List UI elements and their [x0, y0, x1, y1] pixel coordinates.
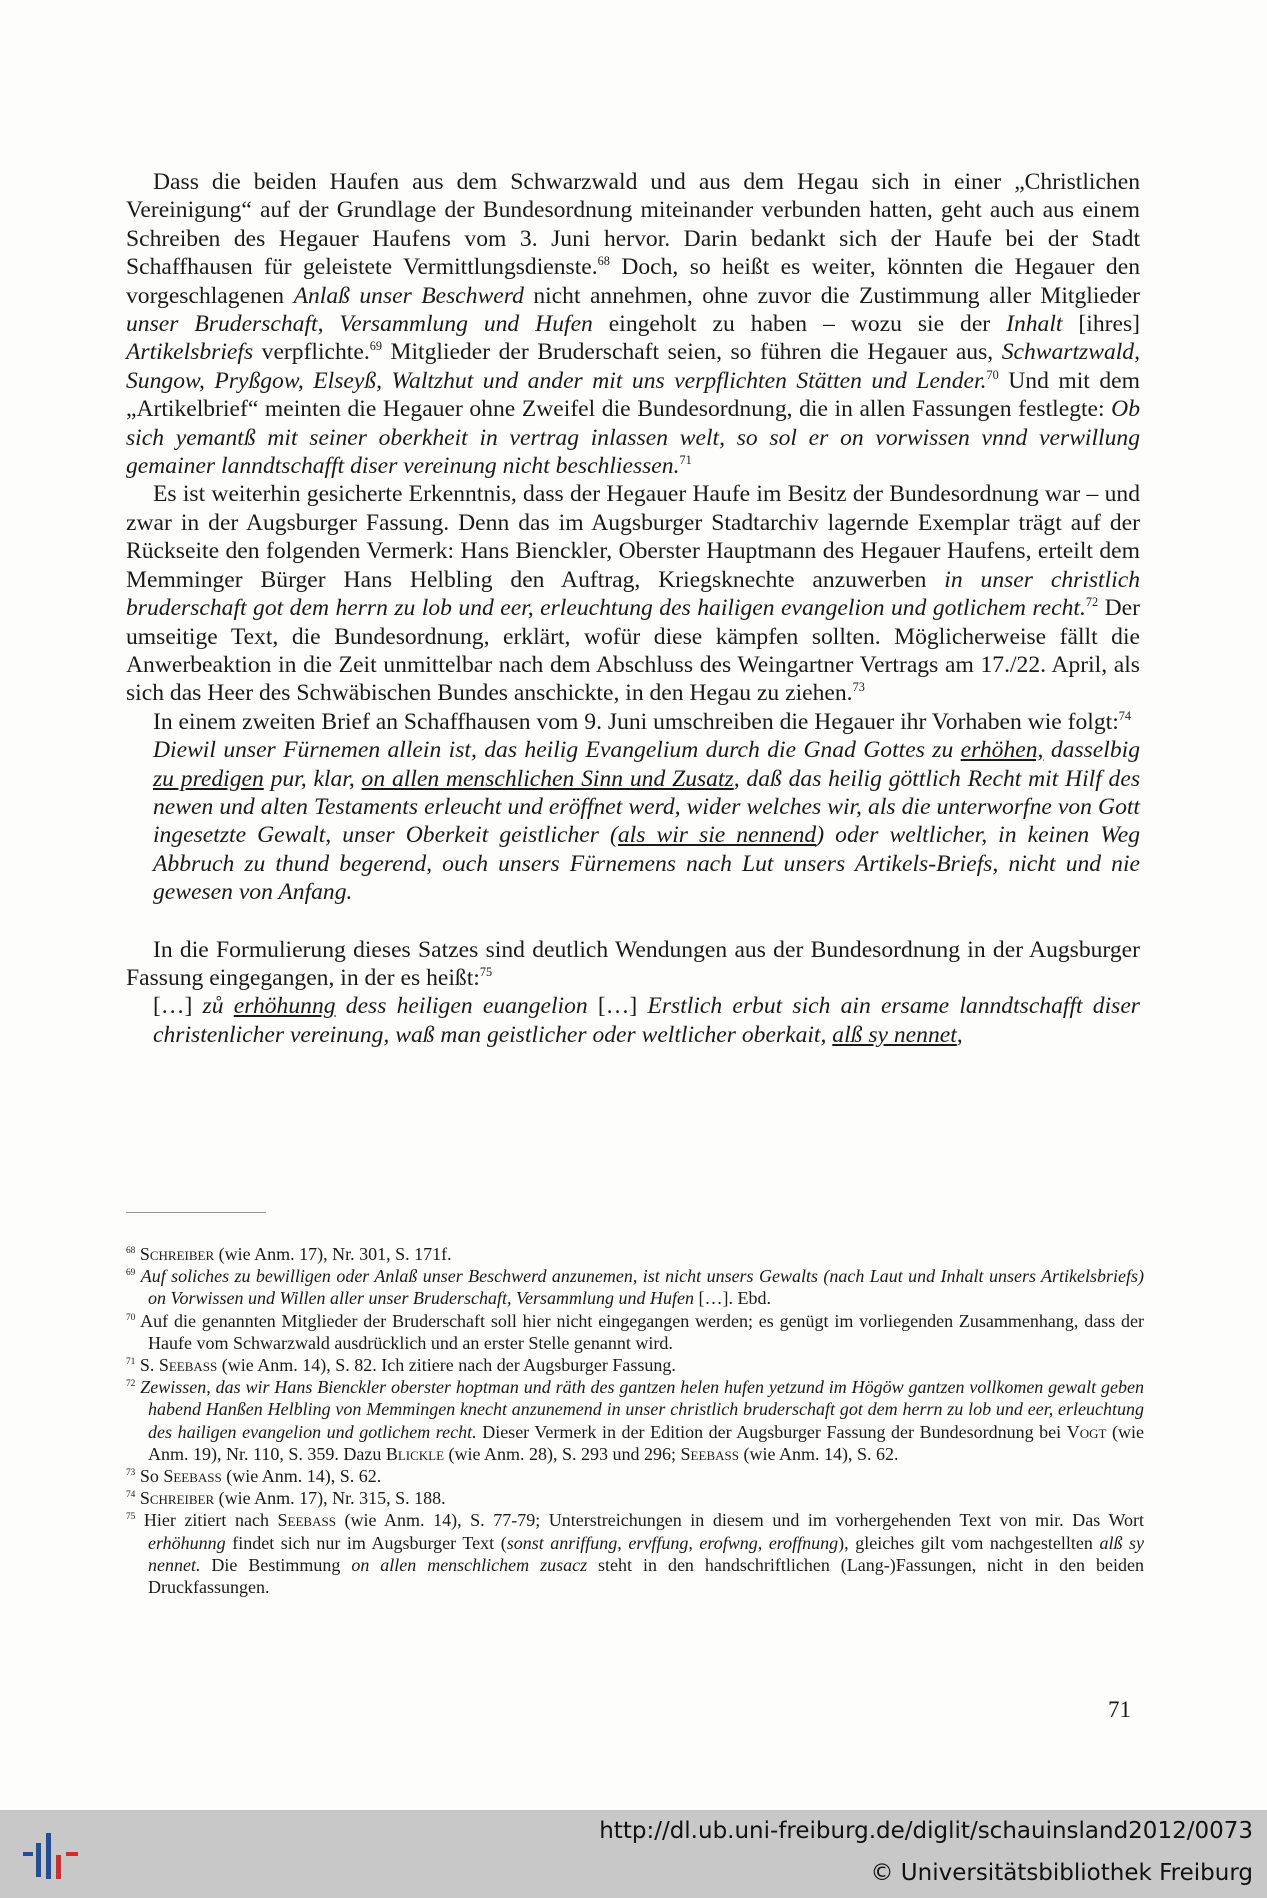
document-url-link[interactable]: http://dl.ub.uni-freiburg.de/diglit/schauinsland2012/0073 — [599, 1818, 1253, 1844]
footnote-70: $^{70}$ Auf die genannten Mitglieder der Bruderschaft soll hier nicht eingegangen werden; es genügt im vorliegenden Zusammenhang, dass der Haufe vom Schwarzwald ausdrücklich und an erster Stelle genannt wird. — [126, 1310, 1144, 1353]
paragraph: Dass die beiden Haufen aus dem Schwarzwald und aus dem Hegau sich in einer „Christlichen Vereinigung“ auf der Grundlage der Bundesordnung miteinander verbunden hatten, geht auch aus einem Schreiben des Hegauer Haufens vom 3. Juni hervor. Darin bedankt sich der Haufe bei der Stadt Schaffhausen für geleistete Vermittlungsdienste.$^{68}$ Doch, so heißt es weiter, könnten die Hegauer den vorgeschlagenen Anlaß unser Beschwerd nicht annehmen, ohne zuvor die Zustimmung aller Mitglieder unser Bruderschaft, Versammlung und Hufen eingeholt zu haben – wozu sie der Inhalt [ihres] Artikelsbriefs verpflichte.$^{69}$ Mitglieder der Bruderschaft seien, so führen die Hegauer aus, Schwartzwald, Sungow, Pryßgow, Elseyß, Waltzhut und ander mit uns verpflichten Stätten und Lender.$^{70}$ Und mit dem „Artikelbrief“ meinten die Hegauer ohne Zweifel die Bundesordnung, die in allen Fassungen festlegte: Ob sich yemantß mit seiner oberkheit in vertrag inlassen welt, so sol er on vorwissen vnnd verwillung gemainer lanndtschafft diser vereinung nicht beschliessen.$^{71}$ — [126, 169, 1140, 480]
footnote-68: $^{68}$ Schreiber (wie Anm. 17), Nr. 301, S. 171f. — [126, 1244, 452, 1264]
footnote-ref[interactable]: 71 — [679, 452, 692, 467]
footnote-75: $^{75}$ Hier zitiert nach Seebaß (wie Anm. 14), S. 77-79; Unterstreichungen in diesem und im vorhergehenden Text von mir. Das Wort erhöhunng findet sich nur im Augsburger Text (sonst anriffung, ervffung, erofwng, eroffnung), gleiches gilt vom nachgestellten alß sy nennet. Die Bestimmung on allen menschlichem zusacz steht in den handschriftlichen (Lang-)Fassungen, nicht in den beiden Druckfassungen. — [126, 1510, 1145, 1598]
footnote-ref[interactable]: 72 — [1085, 594, 1099, 609]
footnote-74: $^{74}$ Schreiber (wie Anm. 17), Nr. 315, S. 188. — [126, 1488, 446, 1509]
page-number: 71 — [1108, 1697, 1131, 1722]
footnote-ref[interactable]: 74 — [1118, 708, 1132, 723]
copyright-notice: © Universitätsbibliothek Freiburg — [870, 1860, 1253, 1886]
footnote-69: $^{69}$ Auf soliches zu bewilligen oder Anlaß unser Beschwerd anzunemen, ist nicht unsers Gewalts (nach Laut und Inhalt unsers Artikelsbriefs) on Vorwissen und Willen aller unser Bruderschaft, Versammlung und Hufen […]. Ebd. — [126, 1266, 1145, 1309]
footnote-ref[interactable]: 73 — [852, 680, 865, 695]
footnote-ref[interactable]: 75 — [479, 964, 493, 979]
footnote-ref[interactable]: 68 — [597, 254, 610, 269]
footnotes — [126, 1243, 1144, 1598]
footnote-73: $^{73}$ So Seebaß (wie Anm. 14), S. 62. — [126, 1466, 382, 1487]
paragraph: Es ist weiterhin gesicherte Erkenntnis, dass der Hegauer Haufe im Besitz der Bundesordnung war – und zwar in der Augsburger Fassung. Denn das im Augsburger Stadtarchiv lagernde Exemplar trägt auf der Rückseite den folgenden Vermerk: Hans Bienckler, Oberster Hauptmann des Hegauer Haufens, erteilt dem Memminger Bürger Hans Helbling den Auftrag, Kriegsknechte anzuwerben in unser christlich bruderschaft got dem herrn zu lob und eer, erleuchtung des hailigen evangelion und gotlichem recht.$^{72}$ Der umseitige Text, die Bundesordnung, erklärt, wofür diese kämpfen sollten. Möglicherweise fällt die Anwerbeaktion in die Zeit unmittelbar nach dem Abschluss des Weingartner Vertrags am 17./22. April, als sich das Heer des Schwäbischen Bundes anschickte, in den Hegau zu ziehen.$^{73}$ — [126, 481, 1140, 707]
footnote-ref[interactable]: 70 — [986, 367, 999, 382]
paragraph: In einem zweiten Brief an Schaffhausen vom 9. Juni umschreiben die Hegauer ihr Vorhaben wie folgt:$^{74}$ — [153, 708, 1132, 735]
footnote-divider — [126, 1212, 266, 1213]
block-quote: Diewil unser Fürnemen allein ist, das heilig Evangelium durch die Gnad Gottes zu erhöhen, dasselbig zu predigen pur, klar, on allen menschlichen Sinn und Zusatz, daß das heilig göttlich Recht mit Hilf des newen und alten Testaments erleucht und eröffnet werd, wider welches wir, als die unterworfne von Gott ingesetzte Gewalt, unser Oberkeit geistlicher (als wir sie nennend) oder weltlicher, in keinen Weg Abbruch zu thund begerend, ouch unsers Fürnemens nach Lut unsers Artikels-Briefs, nicht und nie gewesen von Anfang. — [153, 737, 1141, 906]
paragraph: In die Formulierung dieses Satzes sind deutlich Wendungen aus der Bundesordnung in der Augsburger Fassung eingegangen, in der es heißt:$^{75}$ — [126, 936, 1140, 991]
viewer-footer — [0, 1810, 1267, 1898]
block-quote: […] zů erhöhunng dess heiligen euangelion […] Erstlich erbut sich ain ersame lanndtschafft diser christenlicher vereinung, waß man geistlicher oder weltlicher oberkait, alß sy nennet, — [153, 993, 1140, 1048]
footnote-ref[interactable]: 69 — [369, 339, 382, 354]
ub-freiburg-logo-icon[interactable] — [20, 1822, 84, 1886]
footnote-71: $^{71}$ S. Seebaß (wie Anm. 14), S. 82. Ich zitiere nach der Augsburger Fassung. — [126, 1355, 676, 1376]
main-text — [126, 168, 1140, 1049]
footnote-72: $^{72}$ Zewissen, das wir Hans Bienckler oberster hoptman und räth des gantzen helen hufen yetzund im Högöw gantzen vollkomen gewalt geben habend Hanßen Helbling von Memmingen knecht anzunemend in unser christlich bruderschaft got dem herrn zu lob und eer, erleuchtung des hailigen evangelion und gotlichem recht. Dieser Vermerk in der Edition der Augsburger Fassung der Bundesordnung bei Vogt (wie Anm. 19), Nr. 110, S. 359. Dazu Blickle (wie Anm. 28), S. 293 und 296; Seebaß (wie Anm. 14), S. 62. — [126, 1377, 1145, 1464]
